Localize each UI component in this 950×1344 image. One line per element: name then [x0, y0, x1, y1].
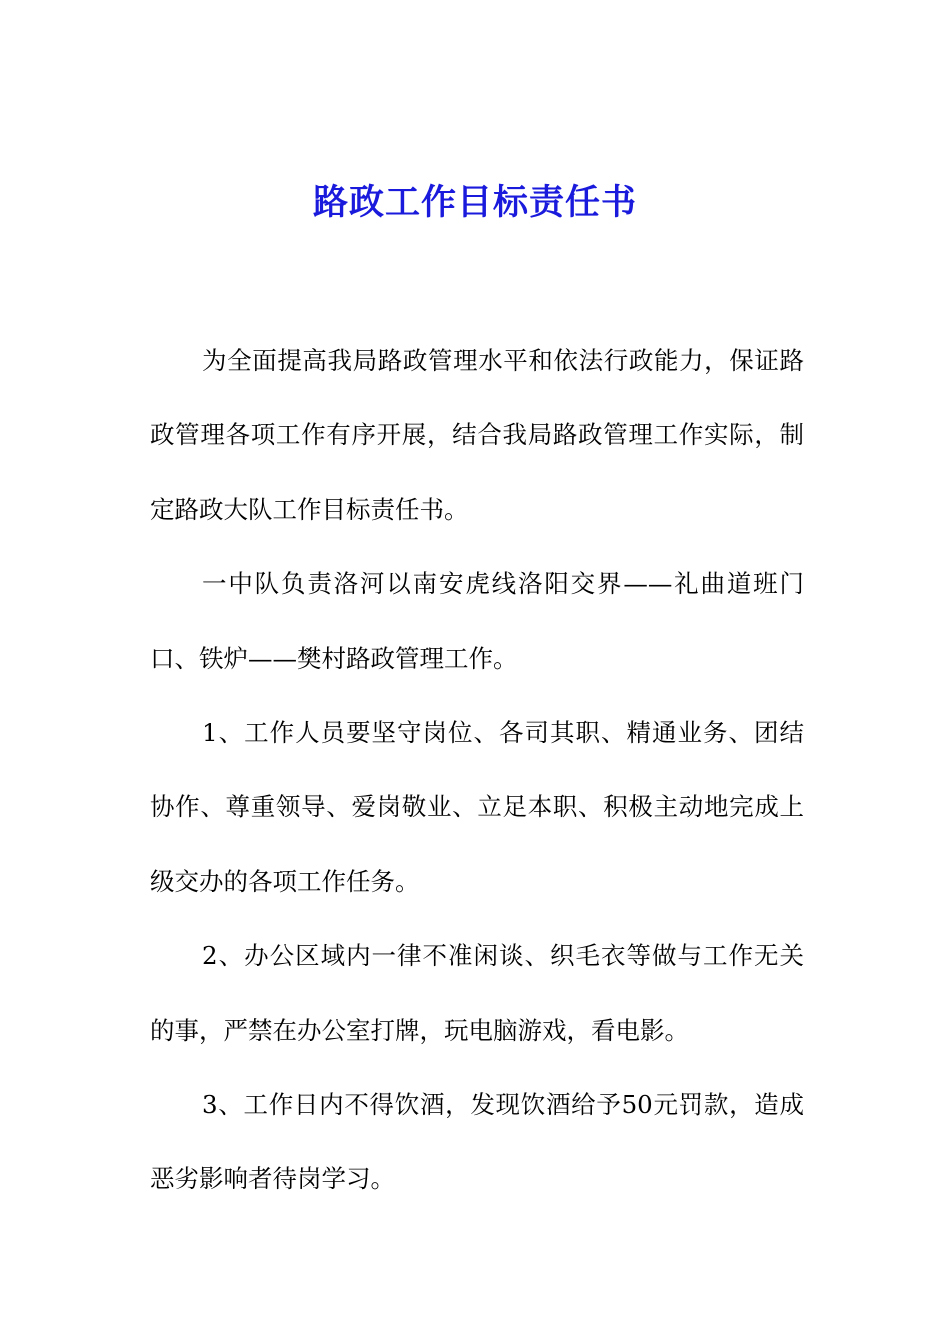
paragraph-intro: 为全面提高我局路政管理水平和依法行政能力，保证路政管理各项工作有序开展，结合我局路政管理工作实际，制定路政大队工作目标责任书。 — [150, 346, 804, 524]
document-body — [150, 324, 804, 1217]
paragraph-rule-2: 2、办公区域内一律不准闲谈、织毛衣等做与工作无关的事，严禁在办公室打牌，玩电脑游戏，看电影。 — [150, 941, 804, 1045]
paragraph-squad-scope: 一中队负责洛河以南安虎线洛阳交界——礼曲道班门口、铁炉——樊村路政管理工作。 — [150, 569, 804, 673]
paragraph-rule-3: 3、工作日内不得饮酒，发现饮酒给予50元罚款，造成恶劣影响者待岗学习。 — [150, 1090, 804, 1194]
paragraph-rule-1: 1、工作人员要坚守岗位、各司其职、精通业务、团结协作、尊重领导、爱岗敬业、立足本职、积极主动地完成上级交办的各项工作任务。 — [150, 718, 804, 896]
document-title: 路政工作目标责任书 — [312, 182, 637, 223]
